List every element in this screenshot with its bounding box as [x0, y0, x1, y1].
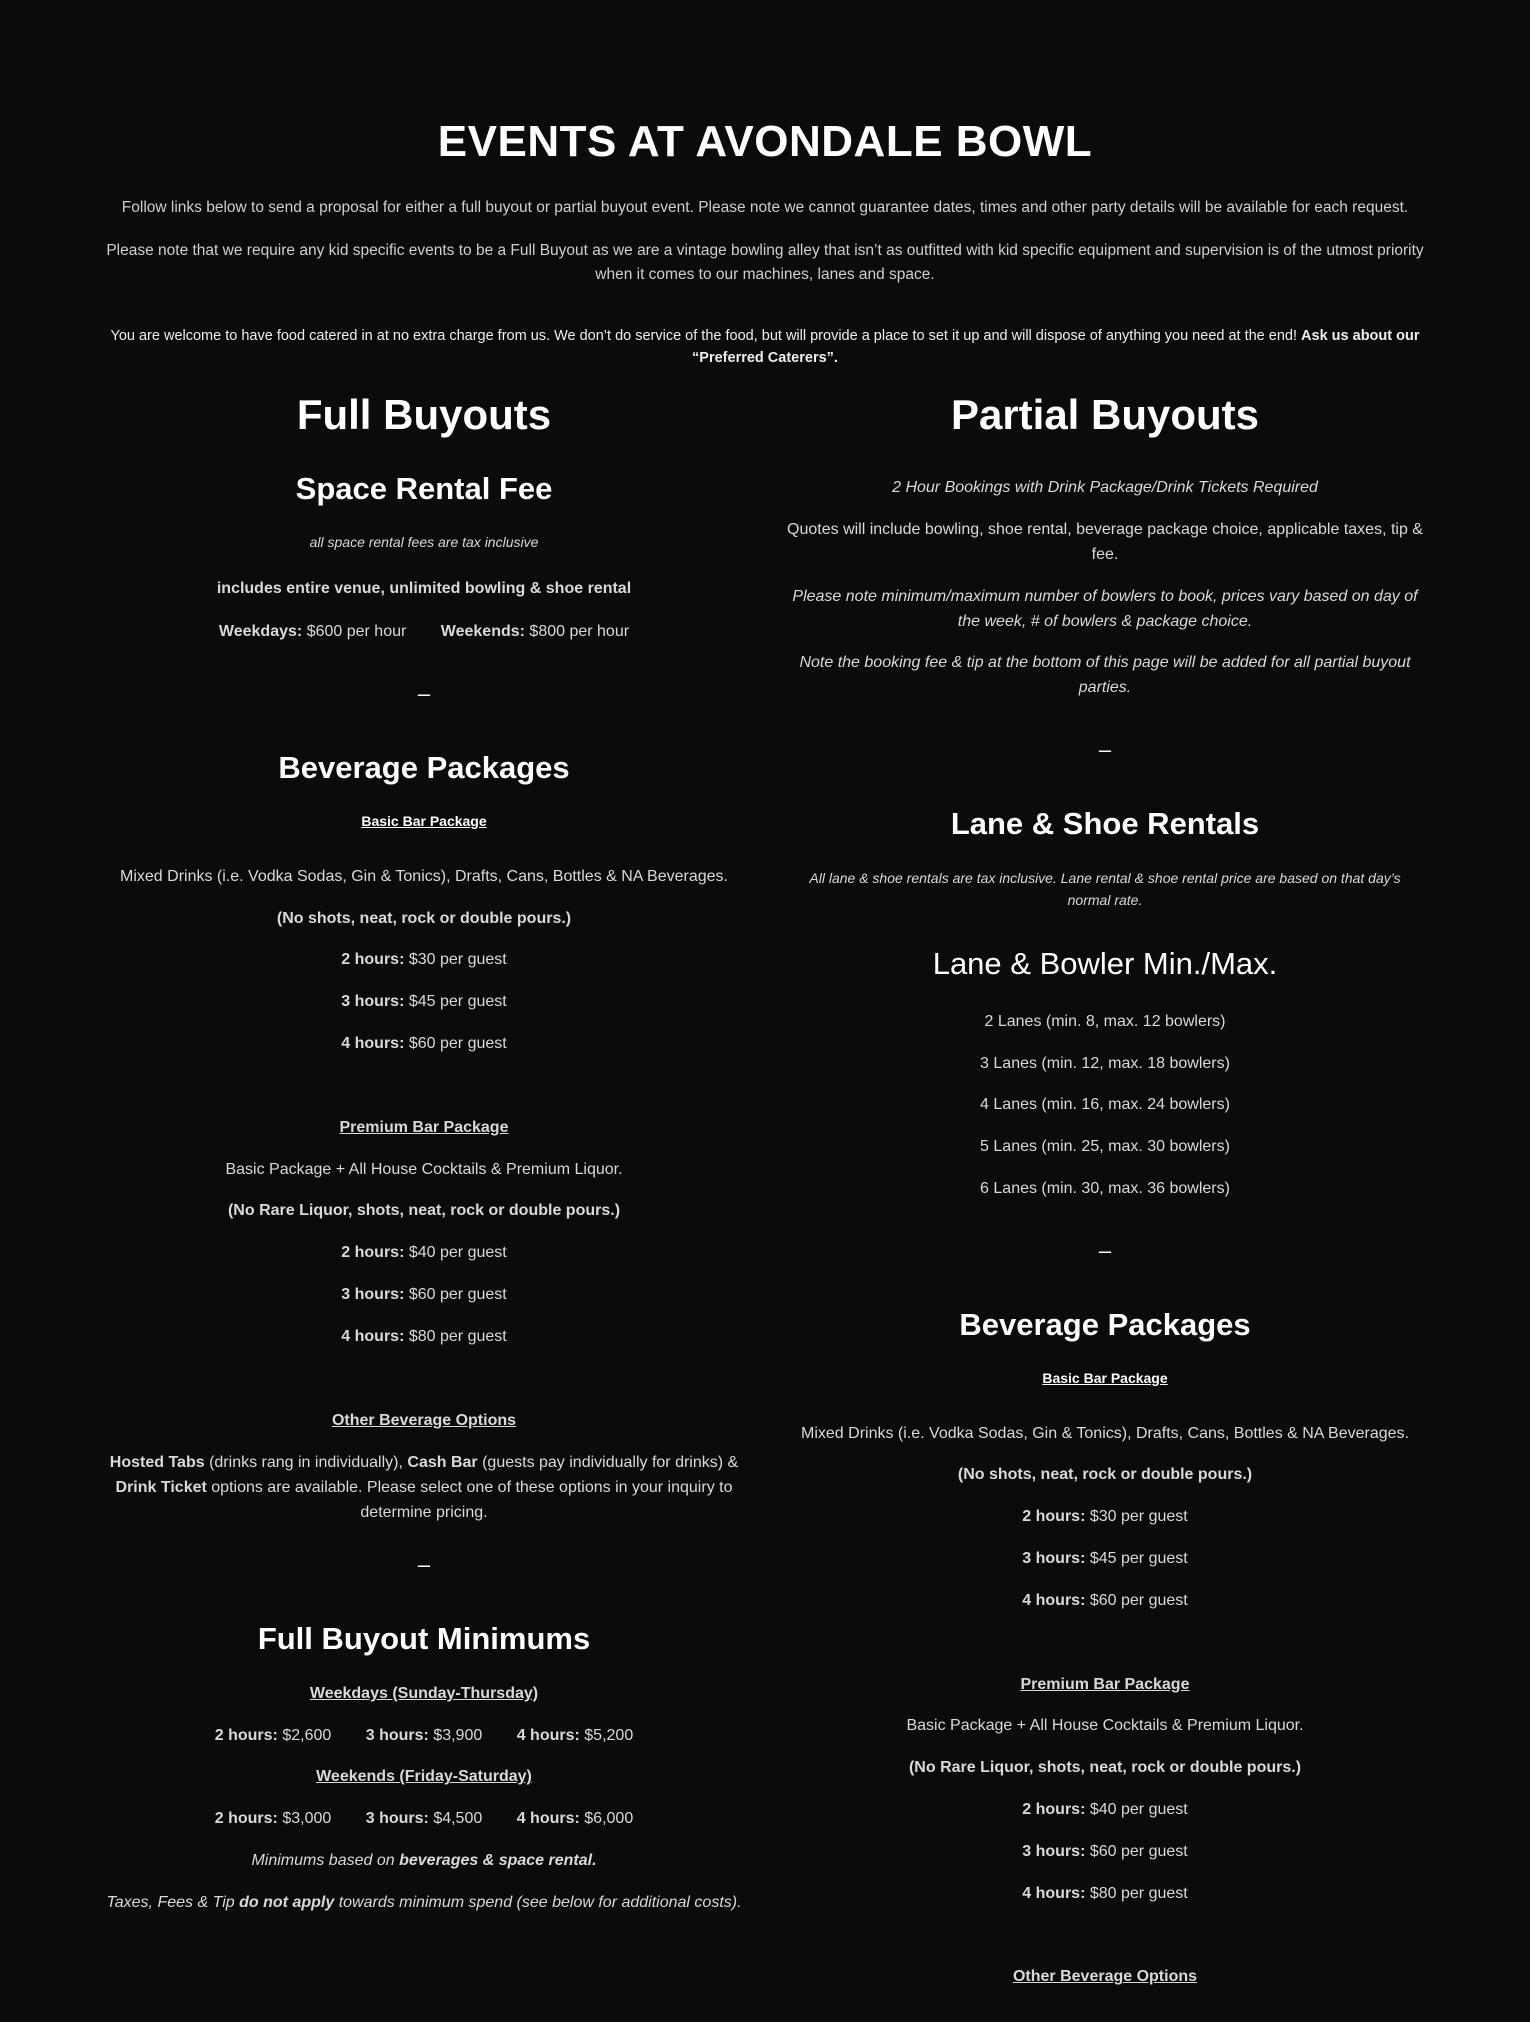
premium-bar-title: Premium Bar Package [339, 1118, 509, 1136]
partial-booking-note: 2 Hour Bookings with Drink Package/Drink Tickets Required [892, 479, 1318, 497]
divider: – [417, 680, 431, 706]
space-rental-heading: Space Rental Fee [295, 471, 553, 507]
premium-bar-note: (No Rare Liquor, shots, neat, rock or double pours.) [227, 1202, 621, 1220]
basic-bar-desc: Mixed Drinks (i.e. Vodka Sodas, Gin & Tonics), Drafts, Cans, Bottles & NA Beverages. [120, 867, 728, 885]
partial-minmax-note: Please note minimum/maximum number of bowlers to book, prices vary based on day of the week, # of bowlers & package choice. [792, 587, 1418, 630]
other-beverage-title: Other Beverage Options [1012, 1968, 1198, 1986]
divider: – [1098, 1237, 1112, 1263]
price-row: 3 hours: $45 per guest [1022, 1549, 1188, 1567]
partial-fee-note: Note the booking fee & tip at the bottom of this page will be added for all partial buyout parties. [799, 654, 1411, 697]
preferred-caterers-text: Ask us about our “Preferred Caterers”. [692, 328, 1420, 367]
minimums-taxes-note: Taxes, Fees & Tip do not apply towards minimum spend (see below for additional costs). [106, 1893, 742, 1911]
price-row: 4 hours: $60 per guest [341, 1034, 507, 1052]
minimums-basis: Minimums based on beverages & space rental. [251, 1852, 597, 1870]
price-row: 4 hours: $80 per guest [341, 1327, 507, 1345]
divider: – [417, 1551, 431, 1577]
divider: – [1098, 736, 1112, 762]
beverage-packages-heading: Beverage Packages [959, 1306, 1251, 1342]
partial-buyouts-heading: Partial Buyouts [950, 391, 1260, 438]
price-row: 3 hours: $60 per guest [341, 1285, 507, 1303]
full-buyout-minimums-heading: Full Buyout Minimums [257, 1620, 591, 1656]
basic-bar-note: (No shots, neat, rock or double pours.) [957, 1466, 1253, 1484]
intro-kids-policy [100, 239, 1430, 287]
intro-text: Please note that we require any kid specific events to be a Full Buyout as we are a vintage bowling alley that isn’t as outfitted with kid specific equipment and supervision is of the utmost priority when it comes to our machines, lanes and space. [106, 242, 1424, 284]
beverage-packages-heading: Beverage Packages [278, 749, 570, 785]
lane-option: 5 Lanes (min. 25, max. 30 bowlers) [980, 1138, 1230, 1156]
weekends-price: $800 per hour [529, 623, 630, 641]
catering-text: You are welcome to have food catered in at no extra charge from us. We don’t do service of the food, but will provide a place to set it up and will dispose of anything you need at the end! [110, 328, 1298, 344]
basic-bar-title: Basic Bar Package [361, 813, 487, 830]
basic-bar-note: (No shots, neat, rock or double pours.) [276, 909, 572, 927]
rental-tax-note: all space rental fees are tax inclusive [309, 533, 539, 550]
intro-catering [100, 325, 1430, 370]
weekdays-price: $600 per hour [306, 623, 407, 641]
price-row: 3 hours: $60 per guest [1022, 1842, 1188, 1860]
premium-bar-desc: Basic Package + All House Cocktails & Premium Liquor. [906, 1717, 1304, 1735]
price-row: 2 hours: $30 per guest [341, 951, 507, 969]
price-row: 3 hours: $45 per guest [341, 993, 507, 1011]
lane-rental-note: All lane & shoe rentals are tax inclusive. Lane rental & shoe rental price are based on that day’s normal rate. [809, 870, 1401, 908]
price-row: 2 hours: $30 per guest [1022, 1508, 1188, 1526]
weekends-minimums: 2 hours: $3,000 3 hours: $4,500 4 hours: $6,000 [214, 1810, 634, 1828]
partial-quote-note: Quotes will include bowling, shoe rental, beverage package choice, applicable taxes, tip & fee. [787, 521, 1423, 563]
premium-bar-title: Premium Bar Package [1020, 1675, 1190, 1693]
weekends-minimums-title: Weekends (Friday-Saturday) [316, 1768, 532, 1786]
price-row: 4 hours: $80 per guest [1022, 1884, 1188, 1902]
lane-option: 4 Lanes (min. 16, max. 24 bowlers) [980, 1096, 1230, 1114]
other-beverage-desc: Hosted Tabs (drinks rang in individually), Cash Bar (guests pay individually for drinks) & Drink Ticket options are available. Please select one of these options in your inquiry to determine pricing. [109, 1454, 739, 1521]
rental-includes: includes entire venue, unlimited bowling & shoe rental [216, 580, 632, 598]
lane-option: 3 Lanes (min. 12, max. 18 bowlers) [980, 1054, 1230, 1072]
weekdays-minimums: 2 hours: $2,600 3 hours: $3,900 4 hours: $5,200 [214, 1726, 634, 1744]
partial-buyouts-column [775, 390, 1435, 1990]
lane-bowler-minmax-heading: Lane & Bowler Min./Max. [932, 945, 1278, 981]
lane-option: 6 Lanes (min. 30, max. 36 bowlers) [980, 1179, 1230, 1197]
full-buyouts-column [95, 390, 753, 1916]
premium-bar-note: (No Rare Liquor, shots, neat, rock or double pours.) [908, 1759, 1302, 1777]
intro-proposal [100, 196, 1430, 220]
weekdays-minimums-title: Weekdays (Sunday-Thursday) [309, 1684, 539, 1702]
page-title: EVENTS AT AVONDALE BOWL [437, 117, 1093, 166]
price-row: 2 hours: $40 per guest [341, 1244, 507, 1262]
price-row: 4 hours: $60 per guest [1022, 1591, 1188, 1609]
full-buyouts-heading: Full Buyouts [296, 391, 552, 438]
price-row: 2 hours: $40 per guest [1022, 1800, 1188, 1818]
basic-bar-desc: Mixed Drinks (i.e. Vodka Sodas, Gin & Tonics), Drafts, Cans, Bottles & NA Beverages. [801, 1424, 1409, 1442]
weekends-label: Weekends: [440, 623, 525, 641]
weekdays-label: Weekdays: [218, 623, 303, 641]
intro-text: Follow links below to send a proposal for either a full buyout or partial buyout event. Please note we cannot guarantee dates, times and other party details will be available for each request. [121, 199, 1409, 216]
other-beverage-title: Other Beverage Options [331, 1411, 517, 1429]
basic-bar-title: Basic Bar Package [1042, 1369, 1168, 1386]
rental-rates [95, 620, 753, 645]
lane-option: 2 Lanes (min. 8, max. 12 bowlers) [984, 1012, 1226, 1030]
premium-bar-desc: Basic Package + All House Cocktails & Premium Liquor. [225, 1160, 623, 1178]
lane-shoe-rentals-heading: Lane & Shoe Rentals [950, 805, 1260, 841]
